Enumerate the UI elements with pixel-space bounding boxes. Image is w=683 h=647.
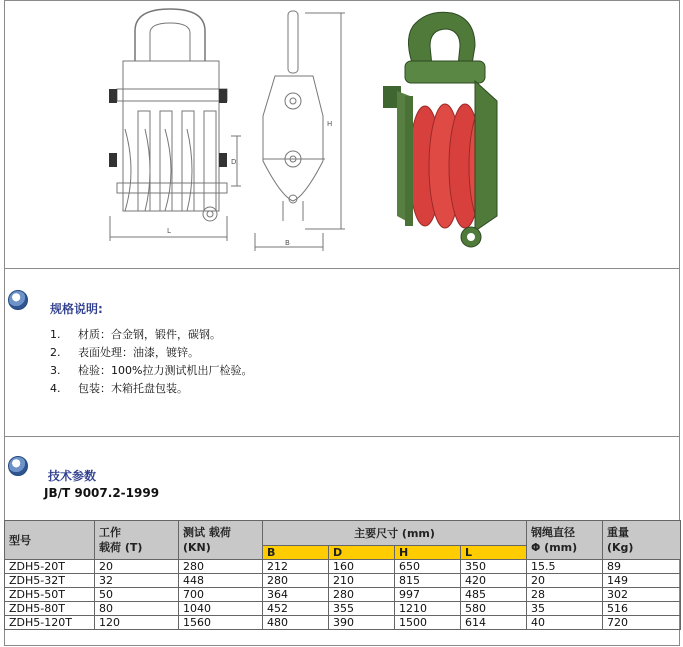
table-cell: 120	[95, 616, 179, 630]
header-weight: 重量 (Kg)	[603, 521, 681, 560]
table-cell: 997	[395, 588, 461, 602]
table-cell: 80	[95, 602, 179, 616]
table-cell: 89	[603, 560, 681, 574]
table-cell: 580	[461, 602, 527, 616]
table-cell: 355	[329, 602, 395, 616]
table-cell: 15.5	[527, 560, 603, 574]
table-cell: 485	[461, 588, 527, 602]
front-view-drawing	[110, 9, 241, 241]
table-cell: 1040	[179, 602, 263, 616]
table-cell: 815	[395, 574, 461, 588]
list-item: 3. 检验：100%拉力测试机出厂检验。	[50, 364, 253, 377]
list-item: 1. 材质：合金钢，锻件，碳钢。	[50, 328, 221, 341]
table-cell: 516	[603, 602, 681, 616]
table-body	[5, 560, 681, 630]
product-drawings	[5, 1, 679, 267]
table-cell: 20	[527, 574, 603, 588]
header-dim-D: D	[329, 546, 395, 560]
pulley-block-photo	[383, 12, 497, 247]
section-logo-icon	[8, 290, 28, 310]
header-dim-H: H	[395, 546, 461, 560]
table-row	[5, 616, 681, 630]
table-cell: 302	[603, 588, 681, 602]
table-cell: ZDH5-120T	[5, 616, 95, 630]
spec-list	[30, 326, 252, 398]
table-row	[5, 602, 681, 616]
table-cell: 149	[603, 574, 681, 588]
divider-1	[4, 268, 680, 269]
table-cell: 480	[263, 616, 329, 630]
table-cell: 350	[461, 560, 527, 574]
tech-section-title: 技术参数	[48, 469, 97, 483]
dim-label-B: B	[285, 239, 290, 247]
table-row	[5, 574, 681, 588]
header-dim-L: L	[461, 546, 527, 560]
table-cell: 650	[395, 560, 461, 574]
spec-section-title: 规格说明:	[50, 302, 103, 316]
table-cell: 35	[527, 602, 603, 616]
table-cell: 20	[95, 560, 179, 574]
table-cell: 390	[329, 616, 395, 630]
table-cell: ZDH5-50T	[5, 588, 95, 602]
table-cell: 614	[461, 616, 527, 630]
standard-number: JB/T 9007.2-1999	[44, 486, 160, 500]
table-cell: 420	[461, 574, 527, 588]
header-model: 型号	[5, 521, 95, 560]
table-cell: 1500	[395, 616, 461, 630]
header-dim-B: B	[263, 546, 329, 560]
table-cell: 448	[179, 574, 263, 588]
table-cell: 720	[603, 616, 681, 630]
table-cell: 160	[329, 560, 395, 574]
dim-label-D: D	[231, 158, 237, 166]
table-cell: 452	[263, 602, 329, 616]
table-cell: 28	[527, 588, 603, 602]
header-dimensions: 主要尺寸 (mm)	[263, 521, 527, 546]
table-cell: ZDH5-32T	[5, 574, 95, 588]
table-cell: 364	[263, 588, 329, 602]
table-cell: ZDH5-80T	[5, 602, 95, 616]
table-cell: 280	[329, 588, 395, 602]
header-test-load: 测试 载荷 (KN)	[179, 521, 263, 560]
table-cell: 1560	[179, 616, 263, 630]
table-cell: 210	[329, 574, 395, 588]
table-cell: 32	[95, 574, 179, 588]
table-cell: 50	[95, 588, 179, 602]
product-images	[5, 1, 679, 267]
table-cell: 280	[263, 574, 329, 588]
divider-2	[4, 436, 680, 437]
table-cell: 280	[179, 560, 263, 574]
table-cell: ZDH5-20T	[5, 560, 95, 574]
section-logo-icon	[8, 456, 28, 476]
table-cell: 700	[179, 588, 263, 602]
dim-label-L: L	[167, 227, 171, 235]
table-row	[5, 588, 681, 602]
side-view-drawing	[255, 11, 345, 251]
header-load: 工作 载荷 (T)	[95, 521, 179, 560]
table-row	[5, 560, 681, 574]
table-cell: 212	[263, 560, 329, 574]
table-cell: 40	[527, 616, 603, 630]
header-rope-diameter: 钢绳直径 Φ (mm)	[527, 521, 603, 560]
dim-label-H: H	[327, 120, 333, 128]
list-item: 4. 包装：木箱托盘包装。	[50, 382, 188, 395]
table-cell: 1210	[395, 602, 461, 616]
list-item: 2. 表面处理：油漆，镀锌。	[50, 346, 199, 359]
parameter-table	[4, 520, 681, 630]
